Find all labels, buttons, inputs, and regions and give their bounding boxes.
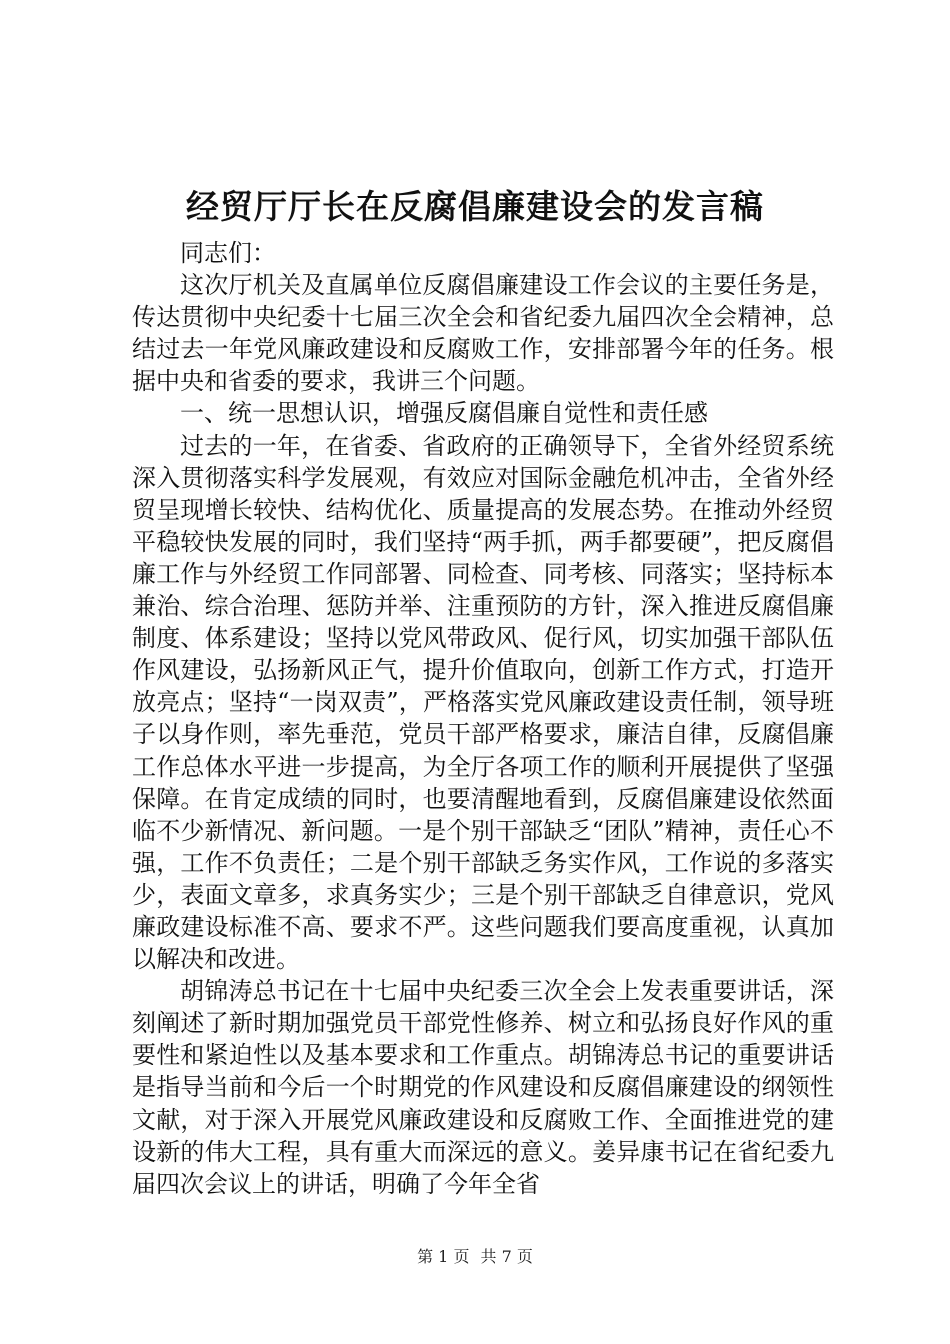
intro-paragraph: 这次厅机关及直属单位反腐倡廉建设工作会议的主要任务是，传达贯彻中央纪委十七届三次全会和省纪委九届四次全会精神，总结过去一年党风廉政建设和反腐败工作，安排部署今年的任务。根据中央和省委的要求，我讲三个问题。: [132, 271, 834, 396]
body-paragraph: 过去的一年，在省委、省政府的正确领导下，全省外经贸系统深入贯彻落实科学发展观，有效应对国际金融危机冲击，全省外经贸呈现增长较快、结构优化、质量提高的发展态势。在推动外经贸平稳较快发展的同时，我们坚持“两手抓，两手都要硬”，把反腐倡廉工作与外经贸工作同部署、同检查、同考核、同落实；坚持标本兼治、综合治理、惩防并举、注重预防的方针，深入推进反腐倡廉制度、体系建设；坚持以党风带政风、促行风，切实加强干部队伍作风建设，弘扬新风正气，提升价值取向，创新工作方式，打造开放亮点；坚持“一岗双责”，严格落实党风廉政建设责任制，领导班子以身作则，率先垂范，党员干部严格要求，廉洁自律，反腐倡廉工作总体水平进一步提高，为全厅各项工作的顺利开展提供了坚强保障。在肯定成绩的同时，也要清醒地看到，反腐倡廉建设依然面临不少新情况、新问题。一是个别干部缺乏“团队”精神，责任心不强，工作不负责任；二是个别干部缺乏务实作风，工作说的多落实少，表面文章多，求真务实少；三是个别干部缺乏自律意识，党风廉政建设标准不高、要求不严。这些问题我们要高度重视，认真加以解决和改进。: [132, 431, 834, 974]
body-paragraph: 胡锦涛总书记在十七届中央纪委三次全会上发表重要讲话，深刻阐述了新时期加强党员干部党性修养、树立和弘扬良好作风的重要性和紧迫性以及基本要求和工作重点。胡锦涛总书记的重要讲话是指导当前和今后一个时期党的作风建设和反腐倡廉建设的纲领性文献，对于深入开展党风廉政建设和反腐败工作、全面推进党的建设新的伟大工程，具有重大而深远的意义。姜异康书记在省纪委九届四次会议上的讲话，明确了今年全省: [132, 977, 834, 1198]
page-footer: [0, 1247, 950, 1267]
document-body: [132, 237, 834, 1200]
page-number: 第 1 页: [417, 1247, 470, 1266]
total-pages: 共 7 页: [480, 1247, 533, 1266]
document-title: 经贸厅厅长在反腐倡廉建设会的发言稿: [186, 187, 764, 226]
section-heading: 一、统一思想认识，增强反腐倡廉自觉性和责任感: [180, 399, 708, 428]
salutation-paragraph: 同志们：: [180, 239, 276, 267]
